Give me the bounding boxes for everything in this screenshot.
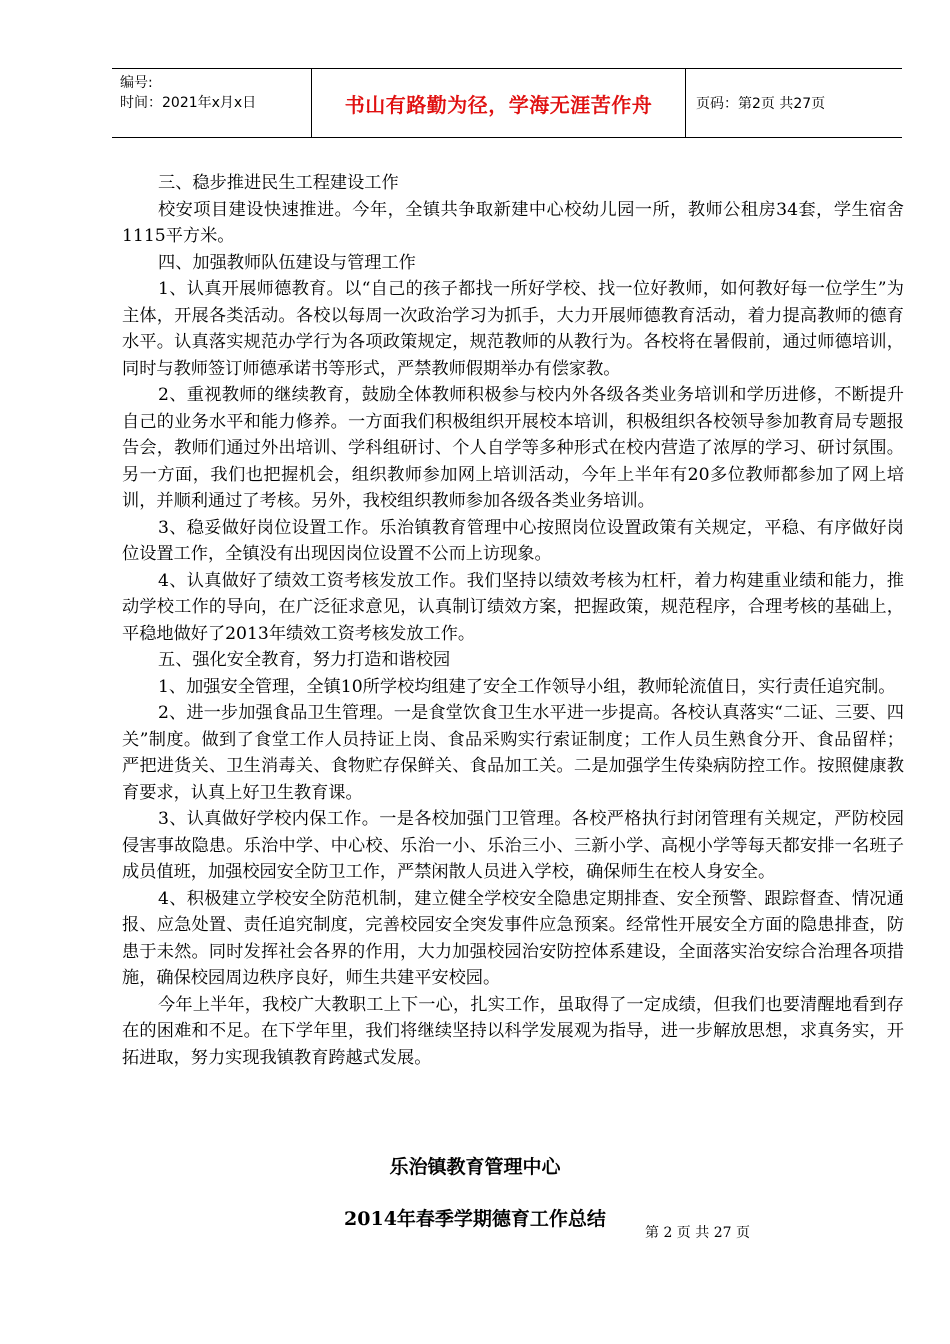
next-document-title: 2014年春季学期德育工作总结 [344,1208,606,1230]
body-paragraph: 校安项目建设快速推进。今年，全镇共争取新建中心校幼儿园一所，教师公租房34套，学生宿舍1115平方米。 [122,199,904,246]
section-heading: 五、强化安全教育，努力打造和谐校园 [158,650,451,670]
body-paragraph: 2、重视教师的继续教育，鼓励全体教师积极参与校内外各级各类业务培训和学历进修，不断提升自己的业务水平和能力修养。一方面我们积极组织开展校本培训，积极组织各校领导参加教育局专题报告会，教师们通过外出培训、学科组研讨、个人自学等多种形式在校内营造了浓厚的学习、研讨氛围。另一方面，我们也把握机会，组织教师参加网上培训活动，今年上半年有20多位教师都参加了网上培训，并顺利通过了考核。另外，我校组织教师参加各级各类业务培训。 [122,385,904,511]
header-page-info: 页码：第2页 共27页 [696,96,826,112]
time-label: 时间：2021年x月x日 [120,95,257,111]
body-paragraph: 2、进一步加强食品卫生管理。一是食堂饮食卫生水平进一步提高。各校认真落实“二证、三要、四关”制度。做到了食堂工作人员持证上岗、食品采购实行索证制度；工作人员生熟食分开、食品留样；严把进货关、卫生消毒关、食物贮存保鲜关、食品加工关。二是加强学生传染病防控工作。按照健康教育要求，认真上好卫生教育课。 [122,703,904,803]
section-heading: 三、稳步推进民生工程建设工作 [158,173,399,193]
header-meta [112,69,312,137]
body-paragraph: 3、稳妥做好岗位设置工作。乐治镇教育管理中心按照岗位设置政策有关规定，平稳、有序做好岗位设置工作，全镇没有出现因岗位设置不公而上访现象。 [122,517,904,564]
body-paragraph: 1、认真开展师德教育。以“自己的孩子都找一所好学校、找一位好教师，如何教好每一位学生”为主体，开展各类活动。各校以每周一次政治学习为抓手，大力开展师德教育活动，着力提高教师的德育水平。认真落实规范办学行为各项政策规定，规范教师的从教行为。各校将在暑假前，通过师德培训，同时与教师签订师德承诺书等形式，严禁教师假期举办有偿家教。 [122,279,904,379]
body-paragraph: 今年上半年，我校广大教职工上下一心，扎实工作，虽取得了一定成绩，但我们也要清醒地看到存在的困难和不足。在下学年里，我们将继续坚持以科学发展观为指导，进一步解放思想，求真务实，开拓进取，努力实现我镇教育跨越式发展。 [122,994,904,1068]
body-paragraph: 3、认真做好学校内保工作。一是各校加强门卫管理。各校严格执行封闭管理有关规定，严防校园侵害事故隐患。乐治中学、中心校、乐治一小、乐治三小、三新小学、高枧小学等每天都安排一名班子成员值班，加强校园安全防卫工作，严禁闲散人员进入学校，确保师生在校人身安全。 [122,809,904,882]
body-paragraph: 4、认真做好了绩效工资考核发放工作。我们坚持以绩效考核为杠杆，着力构建重业绩和能力，推动学校工作的导向，在广泛征求意见，认真制订绩效方案，把握政策，规范程序，合理考核的基础上，平稳地做好了2013年绩效工资考核发放工作。 [122,570,904,644]
number-label: 编号: [120,75,153,91]
header-motto: 书山有路勤为径，学海无涯苦作舟 [312,69,686,137]
organization-title: 乐治镇教育管理中心 [389,1156,561,1178]
body-paragraph: 4、积极建立学校安全防范机制，建立健全学校安全隐患定期排查、安全预警、跟踪督查、情况通报、应急处置、责任追究制度，完善校园安全突发事件应急预案。经常性开展安全方面的隐患排查，防患于未然。同时发挥社会各界的作用，大力加强校园治安防控体系建设，全面落实治安综合治理各项措施，确保校园周边秩序良好，师生共建平安校园。 [122,888,904,988]
document-header [112,68,902,138]
body-paragraph: 1、加强安全管理，全镇10所学校均组建了安全工作领导小组，教师轮流值日，实行责任追究制。 [158,676,896,697]
document-body [122,170,904,1071]
section-heading: 四、加强教师队伍建设与管理工作 [158,252,416,273]
page-footer: 第 2 页 共 27 页 [645,1225,750,1241]
